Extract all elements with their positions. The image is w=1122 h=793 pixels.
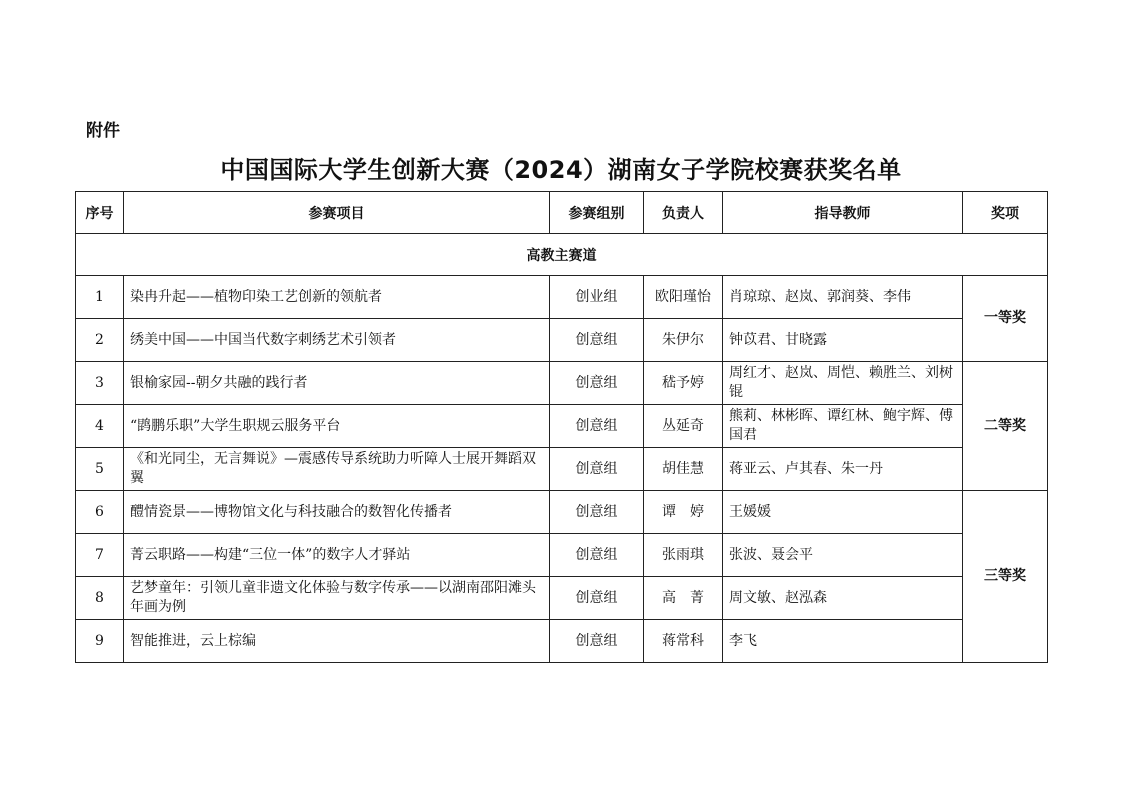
row-group: 创意组 <box>550 362 644 405</box>
table-row <box>76 276 1048 319</box>
row-no: 5 <box>76 448 124 491</box>
row-leader: 欧阳瑾怡 <box>644 276 723 319</box>
row-project: 银榆家园--朝夕共融的践行者 <box>124 362 550 405</box>
row-no: 2 <box>76 319 124 362</box>
row-group: 创意组 <box>550 405 644 448</box>
row-no: 8 <box>76 577 124 620</box>
table-row <box>76 534 1048 577</box>
row-teachers: 蒋亚云、卢其春、朱一丹 <box>723 448 963 491</box>
row-project: 《和光同尘，无言舞说》—震感传导系统助力听障人士展开舞蹈双翼 <box>124 448 550 491</box>
prize-second: 二等奖 <box>963 362 1048 491</box>
table-row <box>76 620 1048 663</box>
row-project: 智能推进，云上棕编 <box>124 620 550 663</box>
section-title: 高教主赛道 <box>76 234 1048 276</box>
row-group: 创意组 <box>550 319 644 362</box>
document-title: 中国国际大学生创新大赛（2024）湖南女子学院校赛获奖名单 <box>220 156 902 184</box>
attachment-label: 附件 <box>86 121 120 141</box>
row-group: 创意组 <box>550 577 644 620</box>
header-teachers: 指导教师 <box>723 192 963 234</box>
table-row <box>76 491 1048 534</box>
row-teachers: 熊莉、林彬晖、谭红林、鲍宇辉、傅国君 <box>723 405 963 448</box>
row-leader: 高 菁 <box>644 577 723 620</box>
table-row <box>76 362 1048 405</box>
row-project: 菁云职路——构建“三位一体”的数字人才驿站 <box>124 534 550 577</box>
row-leader: 朱伊尔 <box>644 319 723 362</box>
row-teachers: 周文敏、赵泓森 <box>723 577 963 620</box>
row-project: 绣美中国——中国当代数字刺绣艺术引领者 <box>124 319 550 362</box>
row-project: “鹍鹏乐职”大学生职规云服务平台 <box>124 405 550 448</box>
row-teachers: 肖琼琼、赵岚、郭润葵、李伟 <box>723 276 963 319</box>
table-row <box>76 319 1048 362</box>
prize-third: 三等奖 <box>963 491 1048 663</box>
header-group: 参赛组别 <box>550 192 644 234</box>
header-no: 序号 <box>76 192 124 234</box>
row-group: 创业组 <box>550 276 644 319</box>
row-teachers: 张波、聂会平 <box>723 534 963 577</box>
row-group: 创意组 <box>550 620 644 663</box>
awards-table <box>75 191 1048 663</box>
row-teachers: 王媛媛 <box>723 491 963 534</box>
header-leader: 负责人 <box>644 192 723 234</box>
row-group: 创意组 <box>550 534 644 577</box>
row-project: 染冉升起——植物印染工艺创新的领航者 <box>124 276 550 319</box>
header-project: 参赛项目 <box>124 192 550 234</box>
prize-first: 一等奖 <box>963 276 1048 362</box>
table-row <box>76 448 1048 491</box>
row-project: 艺梦童年：引领儿童非遗文化体验与数字传承——以湖南邵阳滩头年画为例 <box>124 577 550 620</box>
header-prize: 奖项 <box>963 192 1048 234</box>
row-group: 创意组 <box>550 448 644 491</box>
row-teachers: 周红才、赵岚、周恺、赖胜兰、刘树锟 <box>723 362 963 405</box>
row-leader: 丛延奇 <box>644 405 723 448</box>
row-teachers: 钟苡君、甘晓露 <box>723 319 963 362</box>
row-no: 1 <box>76 276 124 319</box>
row-teachers: 李飞 <box>723 620 963 663</box>
section-row <box>76 234 1048 276</box>
row-group: 创意组 <box>550 491 644 534</box>
row-no: 6 <box>76 491 124 534</box>
row-no: 7 <box>76 534 124 577</box>
row-leader: 张雨琪 <box>644 534 723 577</box>
table-header-row <box>76 192 1048 234</box>
row-no: 4 <box>76 405 124 448</box>
row-no: 9 <box>76 620 124 663</box>
row-leader: 嵇予婷 <box>644 362 723 405</box>
table-row <box>76 577 1048 620</box>
row-project: 醴情瓷景——博物馆文化与科技融合的数智化传播者 <box>124 491 550 534</box>
row-leader: 谭 婷 <box>644 491 723 534</box>
row-leader: 蒋常科 <box>644 620 723 663</box>
table-row <box>76 405 1048 448</box>
row-no: 3 <box>76 362 124 405</box>
row-leader: 胡佳慧 <box>644 448 723 491</box>
